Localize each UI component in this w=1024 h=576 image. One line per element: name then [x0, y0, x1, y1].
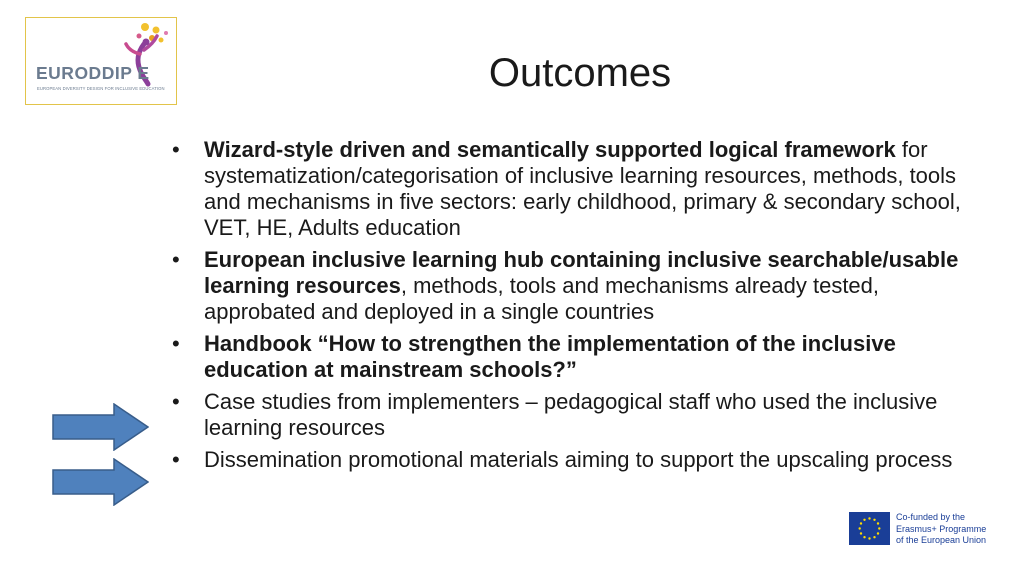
eu-caption-line: of the European Union	[896, 535, 987, 545]
right-arrow-icon	[52, 403, 149, 451]
bullet-icon: •	[172, 447, 180, 472]
bullet-bold-text: European inclusive learning hub containing inclusive searchable/usable learning resources	[204, 247, 959, 298]
right-arrow-icon	[52, 458, 149, 506]
eu-flag-icon	[849, 512, 890, 545]
bullet-bold-text: Handbook “How to strengthen the implementation of the inclusive education at mainstream schools?”	[204, 331, 896, 382]
eu-caption-line: Erasmus+ Programme	[896, 523, 987, 534]
list-item	[172, 137, 972, 241]
bullet-icon: •	[172, 247, 180, 272]
list-item	[172, 247, 972, 325]
euroddipe-logo	[25, 17, 177, 105]
bullet-bold-text: Wizard-style driven and semantically supported logical framework	[204, 137, 896, 162]
outcomes-list	[172, 137, 972, 479]
list-item	[172, 389, 972, 441]
eu-caption	[896, 512, 986, 547]
bullet-icon: •	[172, 331, 180, 356]
logo-wordmark: EURODDIP E	[36, 63, 150, 83]
bullet-icon: •	[172, 137, 180, 162]
list-item	[172, 447, 972, 473]
bullet-text: , methods, tools and mechanisms already tested, approbated and deployed in a single countries	[204, 273, 880, 324]
bullet-text: Dissemination promotional materials aiming to support the upscaling process	[204, 447, 953, 472]
bullet-text: for systematization/categorisation of inclusive learning resources, methods, tools and mechanisms in five sectors: early childhood, primary & secondary school, VET, HE, Adults education	[204, 137, 961, 240]
page-title: Outcomes	[488, 51, 672, 95]
bullet-icon: •	[172, 389, 180, 414]
logo-tagline: EUROPEAN DIVERSITY DESIGN FOR INCLUSIVE EDUCATION	[37, 86, 165, 91]
logo-figure-icon	[26, 18, 178, 106]
list-item	[172, 331, 972, 383]
eu-caption-line: Co-funded by the	[896, 512, 966, 522]
bullet-text: Case studies from implementers – pedagogical staff who used the inclusive learning resources	[204, 389, 938, 440]
